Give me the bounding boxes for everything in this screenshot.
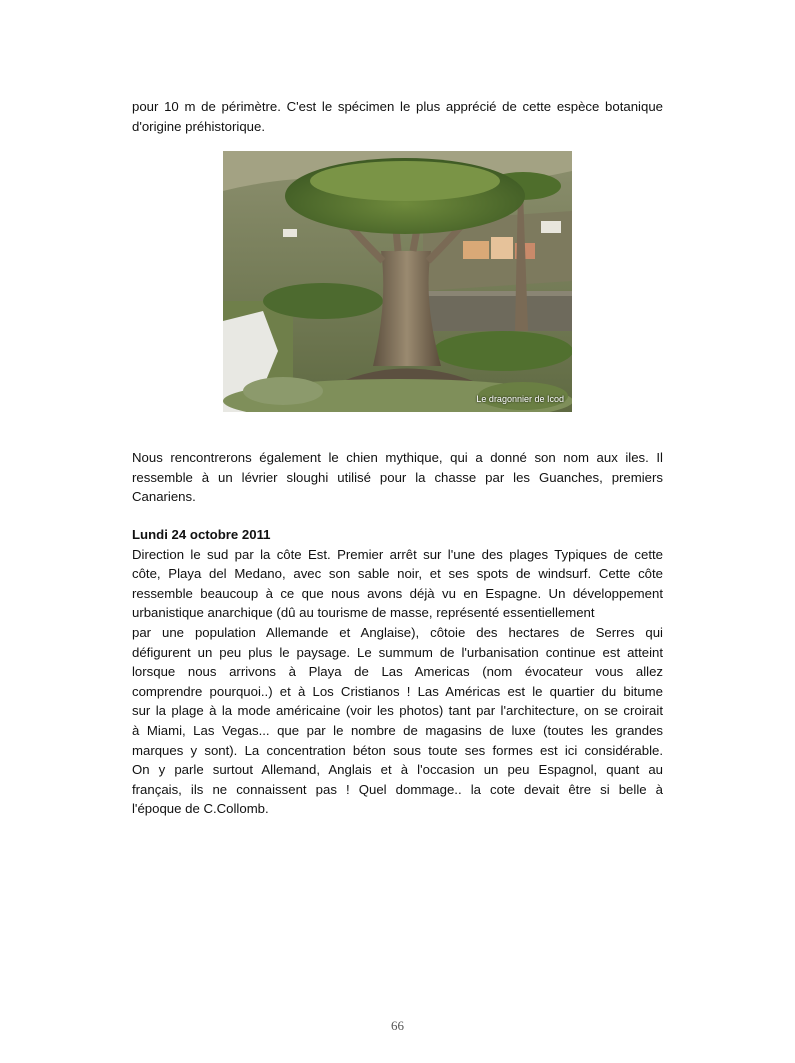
page-number: 66 [391,1018,404,1033]
text-line: ressemble à un lévrier sloughi utilisé pour la chasse par les Guanches, premiers [132,469,663,485]
text-line: côte, Playa del Medano, avec son sable noir, et ses spots de windsurf. Cette côte [132,566,663,582]
text-line: l'époque de C.Collomb. [132,801,269,817]
text-line: à Miami, Las Vegas... que par le nombre de magasins de luxe (toutes les grandes [132,722,663,738]
text-line: français, ils ne connaissent pas ! Quel dommage.. la cote devait être si belle à [132,781,663,797]
text-line: Nous rencontrerons également le chien mythique, qui a donné son nom aux iles. Il [132,450,663,465]
paragraph-intro [132,97,663,136]
text-line: ressemble beaucoup à ce que nous avons déjà vu en Espagne. Un développement [132,585,663,601]
text-line: comprendre pourquoi..) et à Los Cristianos ! Las Américas est le quartier du bitume [132,683,663,699]
photo-credit: Le dragonnier de Icod [476,394,564,404]
text-line: urbanistique anarchique (dû au tourisme de masse, représenté essentiellement [132,605,595,621]
text-line: sur la plage à la mode américaine (voir les photos) tant par l'architecture, on se croirait [132,703,663,719]
section-heading: Lundi 24 octobre 2011 [132,527,271,542]
text-line: marques y sont). La concentration béton sous toute ses formes est ici considérable. [132,742,663,758]
text-line: pour 10 m de périmètre. C'est le spécimen le plus apprécié de cette espèce botanique [132,99,663,114]
text-line: On y parle surtout Allemand, Anglais et à l'occasion un peu Espagnol, quant au [132,762,663,778]
section-monday [132,525,663,819]
text-line: par une population Allemande et Anglaise), côtoie des hectares de Serres qui [132,624,663,640]
text-line: défigurent un peu plus le paysage. Le summum de l'urbanisation continue est atteint [132,644,663,660]
text-line: lorsque nous arrivons à Playa de Las Americas (nom évocateur vous allez [132,664,663,680]
text-line: Direction le sud par la côte Est. Premier arrêt sur l'une des plages Typiques de cette [132,546,663,562]
text-line: d'origine préhistorique. [132,118,266,134]
dragon-tree-illustration [223,151,572,412]
text-line: Canariens. [132,489,196,505]
paragraph-dog [132,448,663,507]
dragon-tree-photo [223,151,572,412]
